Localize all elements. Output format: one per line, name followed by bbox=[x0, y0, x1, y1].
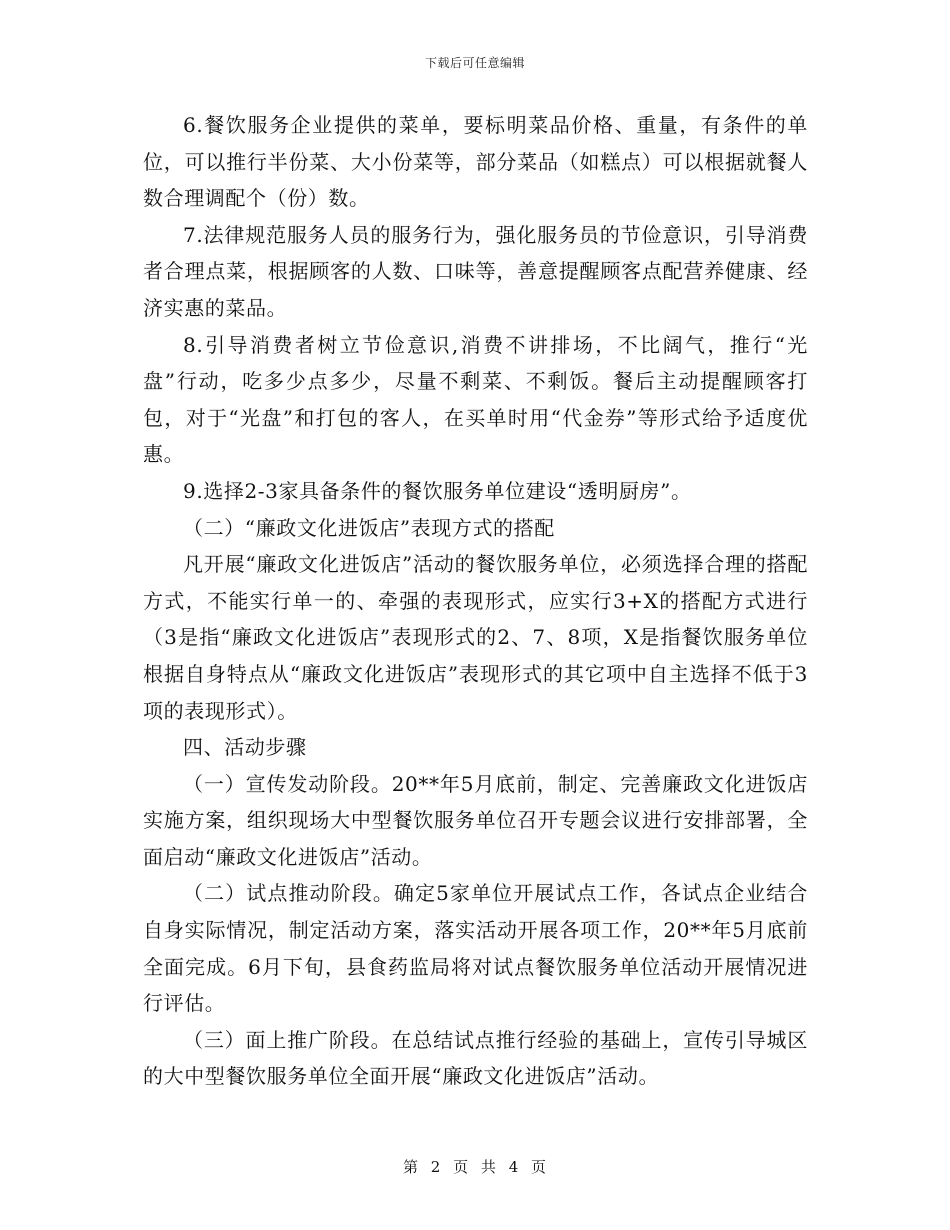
document-body bbox=[143, 107, 808, 1095]
paragraph-step-2: （二）试点推动阶段。确定5家单位开展试点工作，各试点企业结合自身实际情况，制定活动方案，落实活动开展各项工作，20**年5月底前全面完成。6月下旬，县食药监局将对试点餐饮服务单位活动开展情况进行评估。 bbox=[143, 881, 808, 1016]
subsection-heading: （二）“廉政文化进饭店”表现方式的搭配 bbox=[183, 515, 555, 540]
paragraph-item-7: 7.法律规范服务人员的服务行为，强化服务员的节俭意识，引导消费者合理点菜，根据顾客的人数、口味等，善意提醒顾客点配营养健康、经济实惠的菜品。 bbox=[143, 222, 808, 320]
footer-label-total-unit: 页 bbox=[531, 1158, 548, 1176]
footer-label-page-unit: 页 bbox=[453, 1158, 470, 1176]
page-header-note: 下载后可任意编辑 bbox=[424, 56, 525, 70]
page-footer bbox=[0, 1156, 950, 1177]
paragraph-item-6: 6.餐饮服务企业提供的菜单，要标明菜品价格、重量，有条件的单位，可以推行半份菜、大小份菜等，部分菜品（如糕点）可以根据就餐人数合理调配个（份）数。 bbox=[143, 113, 808, 211]
footer-total-pages: 4 bbox=[508, 1158, 520, 1176]
section-heading: 四、活动步骤 bbox=[183, 735, 307, 760]
paragraph-item-9: 9.选择2-3家具备条件的餐饮服务单位建设“透明厨房”。 bbox=[183, 478, 692, 503]
paragraph-step-3: （三）面上推广阶段。在总结试点推行经验的基础上，宣传引导城区的大中型餐饮服务单位全面开展“廉政文化进饭店”活动。 bbox=[143, 1027, 808, 1089]
paragraph-item-8: 8.引导消费者树立节俭意识,消费不讲排场，不比阔气，推行“光盘”行动，吃多少点多少，尽量不剩菜、不剩饭。餐后主动提醒顾客打包，对于“光盘”和打包的客人，在买单时用“代金券”等形式给予适度优惠。 bbox=[143, 332, 808, 467]
paragraph-matching: 凡开展“廉政文化进饭店”活动的餐饮服务单位，必须选择合理的搭配方式，不能实行单一的、牵强的表现形式，应实行3+X的搭配方式进行（3是指“廉政文化进饭店”表现形式的2、7、8项，X是指餐饮服务单位根据自身特点从“廉政文化进饭店”表现形式的其它项中自主选择不低于3项的表现形式）。 bbox=[143, 552, 808, 723]
footer-current-page: 2 bbox=[430, 1158, 442, 1176]
footer-label-page: 第 bbox=[402, 1158, 419, 1176]
footer-label-total: 共 bbox=[480, 1158, 497, 1176]
paragraph-step-1: （一）宣传发动阶段。20**年5月底前，制定、完善廉政文化进饭店实施方案，组织现场大中型餐饮服务单位召开专题会议进行安排部署，全面启动“廉政文化进饭店”活动。 bbox=[143, 771, 808, 869]
